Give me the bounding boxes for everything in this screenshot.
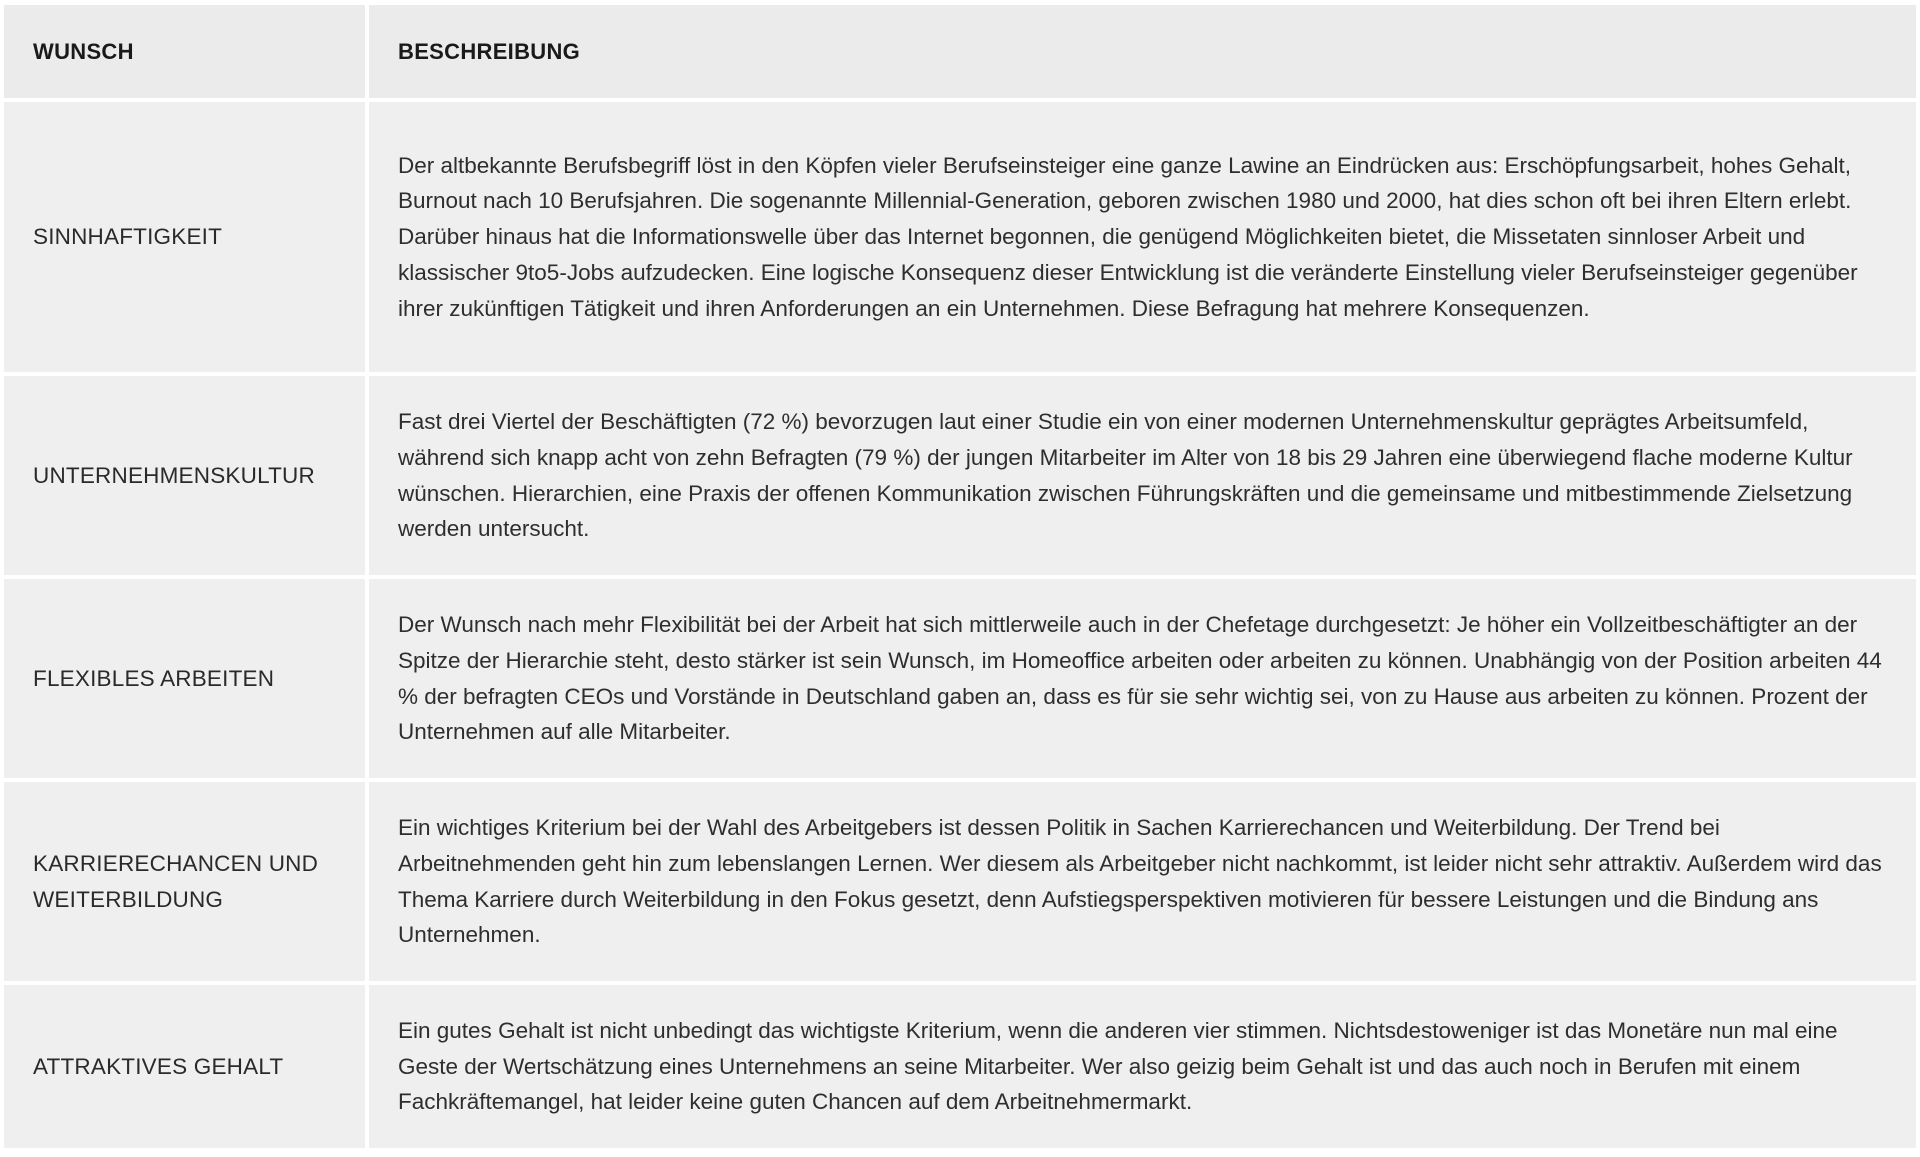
table-row <box>4 985 1916 1148</box>
table-row <box>4 579 1916 778</box>
wishes-table <box>0 1 1920 1152</box>
description-cell: Der altbekannte Berufsbegriff löst in den Köpfen vieler Berufseinsteiger eine ganze Lawine an Eindrücken aus: Erschöpfungsarbeit, hohes Gehalt, Burnout nach 10 Berufsjahren. Die sogenannte Millennial-Generation, geboren zwischen 1980 und 2000, hat dies schon oft bei ihren Eltern erlebt. Darüber hinaus hat die Informationswelle über das Internet begonnen, die genügend Möglichkeiten bietet, die Missetaten sinnloser Arbeit und klassischer 9to5-Jobs aufzudecken. Eine logische Konsequenz dieser Entwicklung ist die veränderte Einstellung vieler Berufseinsteiger gegenüber ihrer zukünftigen Tätigkeit und ihren Anforderungen an ein Unternehmen. Diese Befragung hat mehrere Konsequenzen. <box>369 102 1916 372</box>
wish-cell: SINNHAFTIGKEIT <box>4 102 365 372</box>
wish-cell: FLEXIBLES ARBEITEN <box>4 579 365 778</box>
header-description: BESCHREIBUNG <box>369 5 1916 98</box>
table-row <box>4 782 1916 981</box>
description-cell: Fast drei Viertel der Beschäftigten (72 %) bevorzugen laut einer Studie ein von einer modernen Unternehmenskultur geprägtes Arbeitsumfeld, während sich knapp acht von zehn Befragten (79 %) der jungen Mitarbeiter im Alter von 18 bis 29 Jahren eine überwiegend flache moderne Kultur wünschen. Hierarchien, eine Praxis der offenen Kommunikation zwischen Führungskräften und die gemeinsame und mitbestimmende Zielsetzung werden untersucht. <box>369 376 1916 575</box>
description-cell: Ein gutes Gehalt ist nicht unbedingt das wichtigste Kriterium, wenn die anderen vier stimmen. Nichtsdestoweniger ist das Monetäre nun mal eine Geste der Wertschätzung eines Unternehmens an seine Mitarbeiter. Wer also geizig beim Gehalt ist und das auch noch in Berufen mit einem Fachkräftemangel, hat leider keine guten Chancen auf dem Arbeitnehmermarkt. <box>369 985 1916 1148</box>
description-cell: Ein wichtiges Kriterium bei der Wahl des Arbeitgebers ist dessen Politik in Sachen Karrierechancen und Weiterbildung. Der Trend bei Arbeitnehmenden geht hin zum lebenslangen Lernen. Wer diesem als Arbeitgeber nicht nachkommt, ist leider nicht sehr attraktiv. Außerdem wird das Thema Karriere durch Weiterbildung in den Fokus gesetzt, denn Aufstiegsperspektiven motivieren für bessere Leistungen und die Bindung ans Unternehmen. <box>369 782 1916 981</box>
table-body <box>4 102 1916 1148</box>
wish-cell: UNTERNEHMENSKULTUR <box>4 376 365 575</box>
header-row <box>4 5 1916 98</box>
table-row <box>4 102 1916 372</box>
wish-cell: KARRIERECHANCEN UND WEITERBILDUNG <box>4 782 365 981</box>
table-row <box>4 376 1916 575</box>
header-wish: WUNSCH <box>4 5 365 98</box>
table-header <box>4 5 1916 98</box>
description-cell: Der Wunsch nach mehr Flexibilität bei der Arbeit hat sich mittlerweile auch in der Chefetage durchgesetzt: Je höher ein Vollzeitbeschäftigter an der Spitze der Hierarchie steht, desto stärker ist sein Wunsch, im Homeoffice arbeiten oder arbeiten zu können. Unabhängig von der Position arbeiten 44 % der befragten CEOs und Vorstände in Deutschland gaben an, dass es für sie sehr wichtig sei, von zu Hause aus arbeiten zu können. Prozent der Unternehmen auf alle Mitarbeiter. <box>369 579 1916 778</box>
wish-cell: ATTRAKTIVES GEHALT <box>4 985 365 1148</box>
